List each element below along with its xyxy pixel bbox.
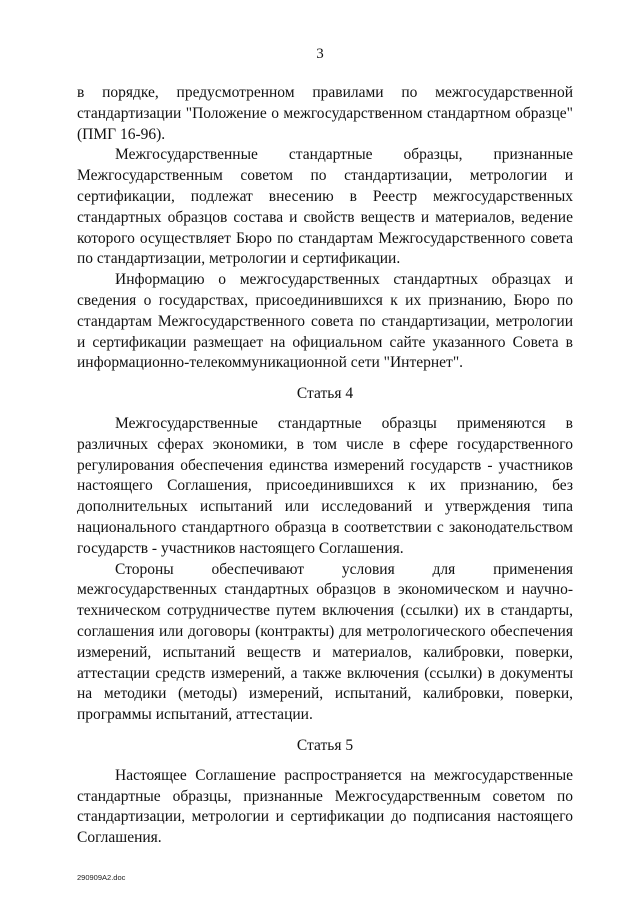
paragraph: в порядке, предусмотренном правилами по межгосударственной стандартизации "Положение о межгосударственном стандартном образце" (ПМГ 16-96). <box>77 84 573 143</box>
footer-filename: 290909A2.doc <box>77 873 126 882</box>
paragraph: Настоящее Соглашение распространяется на межгосударственные стандартные образцы, признанные Межгосударственным советом по стандартизации, метрологии и сертификации до подписания настоящего Соглашения. <box>77 766 573 847</box>
paragraph: Стороны обеспечивают условия для применения межгосударственных стандартных образцов в экономическом и научно-техническом сотрудничестве путем включения (ссылки) их в стандарты, соглашения или договоры (контракты) для метрологического обеспечения измерений, испытаний веществ и материалов, калибровки, поверки, аттестации средств измерений, а также включения (ссылки) в документы на методики (методы) измерений, испытаний, калибровки, поверки, программы испытаний, аттестации. <box>77 560 573 724</box>
article-5-title: Статья 5 <box>296 736 354 754</box>
document-body <box>77 83 573 849</box>
paragraph: Информацию о межгосударственных стандартных образцах и сведения о государствах, присоединившихся к их признанию, Бюро по стандартам Межгосударственного совета по стандартизации, метрологии и сертификации размещает на официальном сайте указанного Совета в информационно-телекоммуникационной сети "Интернет". <box>77 271 573 372</box>
paragraph: Межгосударственные стандартные образцы применяются в различных сферах экономики, в том числе в сфере государственного регулирования обеспечения единства измерений государств - участников настоящего Соглашения, присоединившихся к их признанию, без дополнительных испытаний или исследований и утверждения типа национального стандартного образца в соответствии с законодательством государств - участников настоящего Соглашения. <box>77 414 573 557</box>
paragraph: Межгосударственные стандартные образцы, признанные Межгосударственным советом по стандартизации, метрологии и сертификации, подлежат внесению в Реестр межгосударственных стандартных образцов состава и свойств веществ и материалов, ведение которого осуществляет Бюро по стандартам Межгосударственного совета по стандартизации, метрологии и сертификации. <box>77 146 573 268</box>
article-4-title: Статья 4 <box>296 385 354 403</box>
page-number: 3 <box>316 46 324 62</box>
